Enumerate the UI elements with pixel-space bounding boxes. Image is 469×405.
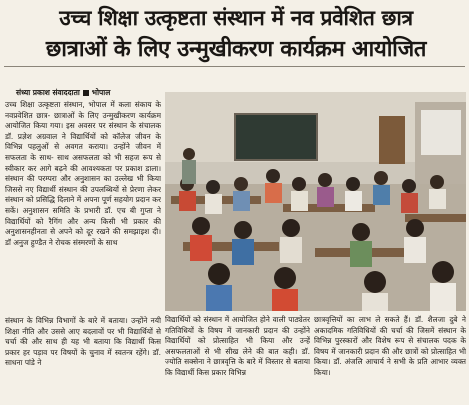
article-column-left-continued: संस्थान के विभिन्न विभागों के बारे में बताया। उन्होंने नयी शिक्षा नीति और उससे आए बदलावों पर भी विद्यार्थियों से चर्चा की और साथ ही यह भी बताया कि विद्यार्थी किस प्रकार हर पड़ाव पर विषयों के चुनाव में स्वतन्त्र रहेंगे। डॉ. साधना पांडे ने: [5, 316, 161, 368]
byline-city: भोपाल: [91, 88, 111, 97]
article-column-middle: विद्यार्थियों को संस्थान में आयोजित होने वाली पाठ्येतर गतिविधियों के विषय में जानकारी प्रदान की उन्होंने विद्यार्थियों को प्रोत्साहित भी किया और उन्हें असफलताओं से भी सीख लेने की बात कही। डॉ. ज्योति सक्सेना ने छात्रवृत्ति के बारे में विस्तार से बताया कि विद्यार्थी किस प्रकार विभिन्न: [165, 315, 310, 377]
byline: [16, 88, 110, 98]
bullet-square-icon: [83, 90, 89, 96]
headline-divider: [4, 66, 465, 67]
article-column-left: उच्च शिक्षा उत्कृष्टता संस्थान, भोपाल में कला संकाय के नवप्रवेशित छात्र- छात्राओं के लिए उन्मुखीकरण कार्यक्रम आयोजित किया गया। इस अवसर पर संस्थान के संचालक डॉ. प्रज्ञेश अग्रवाल ने विद्यार्थियों को कॉलेज जीवन के विभिन्न पहलुओं से अवगत कराया। उन्होंने जीवन में सफलता के साथ- साथ असफलता को भी सहज रूप से स्वीकार कर आगे बढ़ने की आवश्यकता पर प्रकाश डाला। संस्थान की परम्परा और अनुशासन का उल्लेख भी किया जिससे नए विद्यार्थी संस्थान की उपलब्धियों से प्रेरणा लेकर संस्थान को प्रसिद्धि दिलाने में अपना पूर्ण सहयोग प्रदान कर सकें। अनुशासन समिति के प्रभारी डॉ. एच बी गुप्ता ने विद्यार्थियों को रैगिंग और अन्य किसी भी प्रकार की अनुशासनहीनता से अपने को दूर रखने की समझाइश दी। डॉ अनुज हुण्डैत ने रोचक संस्मरणों के साथ: [5, 100, 161, 247]
headline-line-1: उच्च शिक्षा उत्कृष्टता संस्थान में नव प्रवेशित छात्र: [59, 6, 413, 30]
byline-desk: संध्या प्रकाश संवाददाता: [16, 88, 80, 97]
headline-line-2: छात्राओं के लिए उन्मुखीकरण कार्यक्रम आयोजित: [45, 37, 427, 62]
article-column-right: छात्रवृत्तियों का लाभ ले सकते हैं। डॉ. शैलजा दुबे ने अकादमिक गतिविधियों की चर्चा की जिसमें संस्थान के विभिन्न पुरस्कारों और विशेष रूप से संचालक पदक के विषय में जानकारी प्रदान की और छात्रों को प्रोत्साहित भी किया। डॉ. अंजलि आचार्य ने सभी के प्रति आभार व्यक्त किया।: [314, 315, 466, 377]
classroom-photo: [165, 92, 466, 311]
